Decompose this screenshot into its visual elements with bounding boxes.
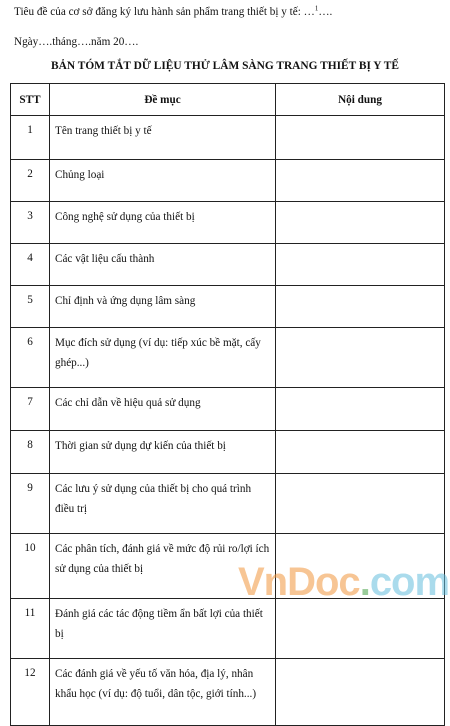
row-number: 4: [11, 244, 50, 286]
table-row: [11, 659, 445, 726]
column-header-stt: STT: [11, 84, 50, 116]
row-number: 12: [11, 659, 50, 726]
row-number: 3: [11, 202, 50, 244]
row-item: Tên trang thiết bị y tế: [50, 116, 276, 160]
header-date-line: Ngày….tháng….năm 20….: [14, 36, 139, 48]
row-item: Các lưu ý sử dụng của thiết bị cho quá trình điều trị: [50, 474, 276, 534]
row-item: Công nghệ sử dụng của thiết bị: [50, 202, 276, 244]
row-content-cell: [276, 116, 445, 160]
row-content-cell: [276, 202, 445, 244]
row-number: 9: [11, 474, 50, 534]
table-row: [11, 474, 445, 534]
row-content-cell: [276, 431, 445, 474]
table-row: [11, 388, 445, 431]
column-header-content: Nội dung: [276, 84, 445, 116]
row-item: Chủng loại: [50, 160, 276, 202]
row-item: Chỉ định và ứng dụng lâm sàng: [50, 286, 276, 328]
table-row: [11, 286, 445, 328]
row-number: 5: [11, 286, 50, 328]
row-number: 10: [11, 534, 50, 599]
row-item: Các phân tích, đánh giá về mức độ rủi ro/lợi ích sử dụng của thiết bị: [50, 534, 276, 599]
row-number: 1: [11, 116, 50, 160]
row-number: 11: [11, 599, 50, 659]
watermark-logo: VnDoc.com: [238, 560, 450, 604]
table-row: [11, 328, 445, 388]
column-header-item: Đề mục: [50, 84, 276, 116]
row-number: 6: [11, 328, 50, 388]
summary-table: [10, 83, 445, 726]
table-row: [11, 202, 445, 244]
footnote-ref: 1: [314, 4, 319, 13]
document-title: BẢN TÓM TẮT DỮ LIỆU THỬ LÂM SÀNG TRANG THIẾT BỊ Y TẾ: [51, 60, 399, 72]
row-item: Mục đích sử dụng (ví dụ: tiếp xúc bề mặt, cấy ghép...): [50, 328, 276, 388]
table-row: [11, 116, 445, 160]
table-header-row: [11, 84, 445, 116]
row-content-cell: [276, 599, 445, 659]
row-content-cell: [276, 160, 445, 202]
row-content-cell: [276, 244, 445, 286]
table-row: [11, 244, 445, 286]
row-number: 7: [11, 388, 50, 431]
row-number: 8: [11, 431, 50, 474]
row-content-cell: [276, 286, 445, 328]
row-content-cell: [276, 659, 445, 726]
row-content-cell: [276, 388, 445, 431]
row-item: Các chỉ dẫn về hiệu quả sử dụng: [50, 388, 276, 431]
row-number: 2: [11, 160, 50, 202]
row-item: Thời gian sử dụng dự kiến của thiết bị: [50, 431, 276, 474]
row-content-cell: [276, 328, 445, 388]
row-content-cell: [276, 474, 445, 534]
header-org-line: Tiêu đề của cơ sở đăng ký lưu hành sản phẩm trang thiết bị y tế: …$^1$….: [14, 4, 333, 18]
table-row: [11, 160, 445, 202]
table-row: [11, 431, 445, 474]
row-item: Các vật liệu cấu thành: [50, 244, 276, 286]
row-item: Các đánh giá về yếu tố văn hóa, địa lý, nhân khẩu học (ví dụ: độ tuổi, dân tộc, giới tính...): [50, 659, 276, 726]
table-row: [11, 599, 445, 659]
row-item: Đánh giá các tác động tiềm ẩn bất lợi của thiết bị: [50, 599, 276, 659]
